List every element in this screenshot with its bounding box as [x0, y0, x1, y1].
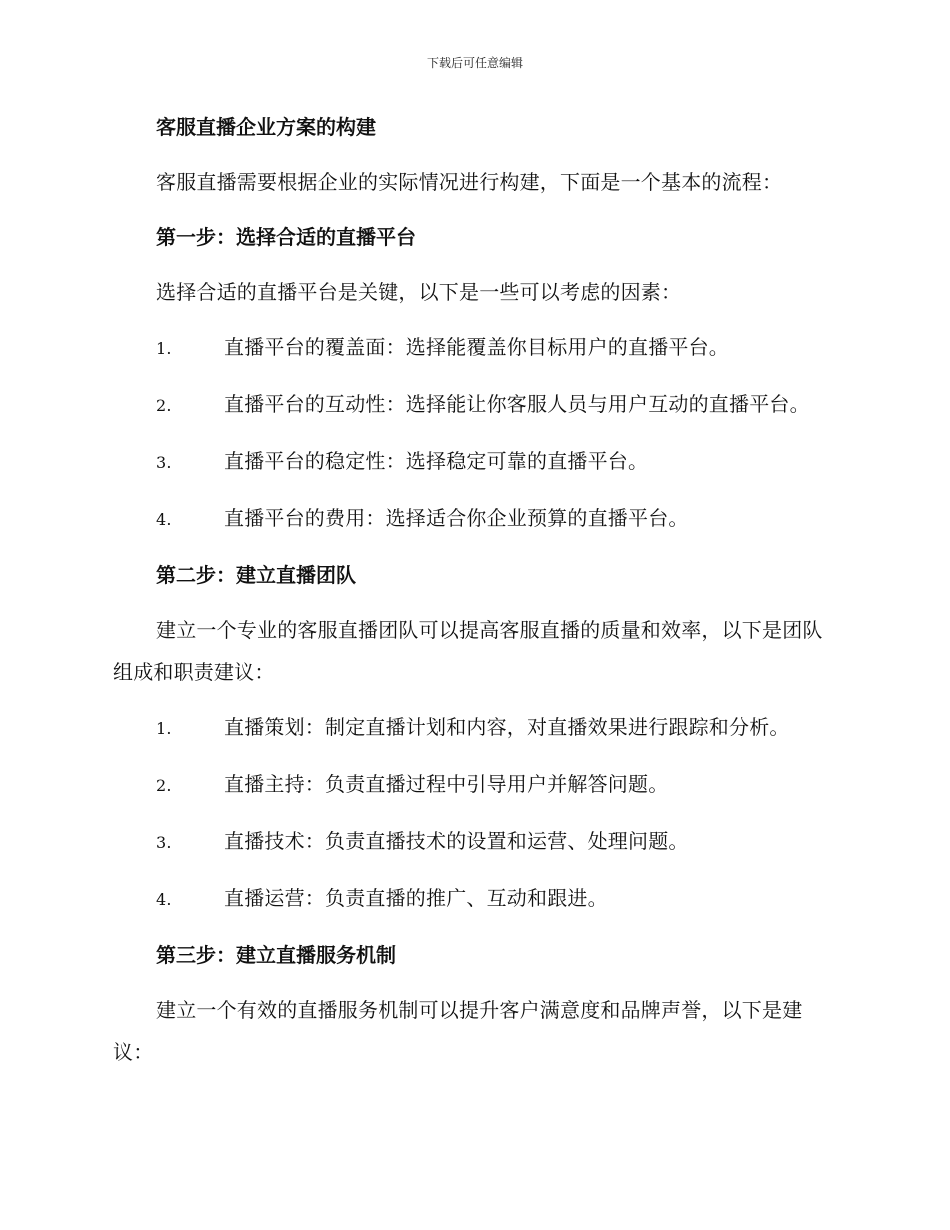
list-number: 1.: [156, 339, 172, 358]
list-number: 2.: [156, 776, 172, 795]
header-note: 下载后可任意编辑: [426, 56, 523, 70]
list-text: 直播技术：负责直播技术的设置和运营、处理问题。: [224, 829, 689, 853]
list-number: 3.: [156, 833, 172, 852]
step3-heading: 第三步：建立直播服务机制: [156, 943, 396, 967]
list-number: 1.: [156, 719, 172, 738]
list-item: [113, 326, 837, 370]
list-text: 直播平台的互动性：选择能让你客服人员与用户互动的直播平台。: [224, 392, 810, 416]
list-text: 直播运营：负责直播的推广、互动和跟进。: [224, 886, 608, 910]
list-item: [113, 820, 837, 864]
step3-intro: 建立一个有效的直播服务机制可以提升客户满意度和品牌声誉，以下是建议：: [113, 998, 803, 1064]
list-item: [113, 497, 837, 541]
list-text: 直播策划：制定直播计划和内容，对直播效果进行跟踪和分析。: [224, 715, 790, 739]
list-number: 4.: [156, 510, 172, 529]
step2-heading: 第二步：建立直播团队: [156, 563, 356, 587]
step1-intro: 选择合适的直播平台是关键，以下是一些可以考虑的因素：: [156, 280, 682, 304]
list-number: 2.: [156, 396, 172, 415]
list-text: 直播平台的费用：选择适合你企业预算的直播平台。: [224, 506, 689, 530]
list-text: 直播主持：负责直播过程中引导用户并解答问题。: [224, 772, 669, 796]
document-body: [113, 106, 837, 1086]
document-title: 客服直播企业方案的构建: [156, 115, 376, 139]
list-number: 3.: [156, 453, 172, 472]
list-number: 4.: [156, 890, 172, 909]
list-item: [113, 763, 837, 807]
list-item: [113, 877, 837, 921]
list-item: [113, 440, 837, 484]
list-text: 直播平台的稳定性：选择稳定可靠的直播平台。: [224, 449, 649, 473]
list-text: 直播平台的覆盖面：选择能覆盖你目标用户的直播平台。: [224, 335, 729, 359]
list-item: [113, 383, 837, 427]
list-item: [113, 706, 837, 750]
intro-paragraph: 客服直播需要根据企业的实际情况进行构建，下面是一个基本的流程：: [156, 170, 783, 194]
step2-intro: 建立一个专业的客服直播团队可以提高客服直播的质量和效率，以下是团队组成和职责建议：: [113, 618, 823, 684]
step1-heading: 第一步：选择合适的直播平台: [156, 225, 416, 249]
